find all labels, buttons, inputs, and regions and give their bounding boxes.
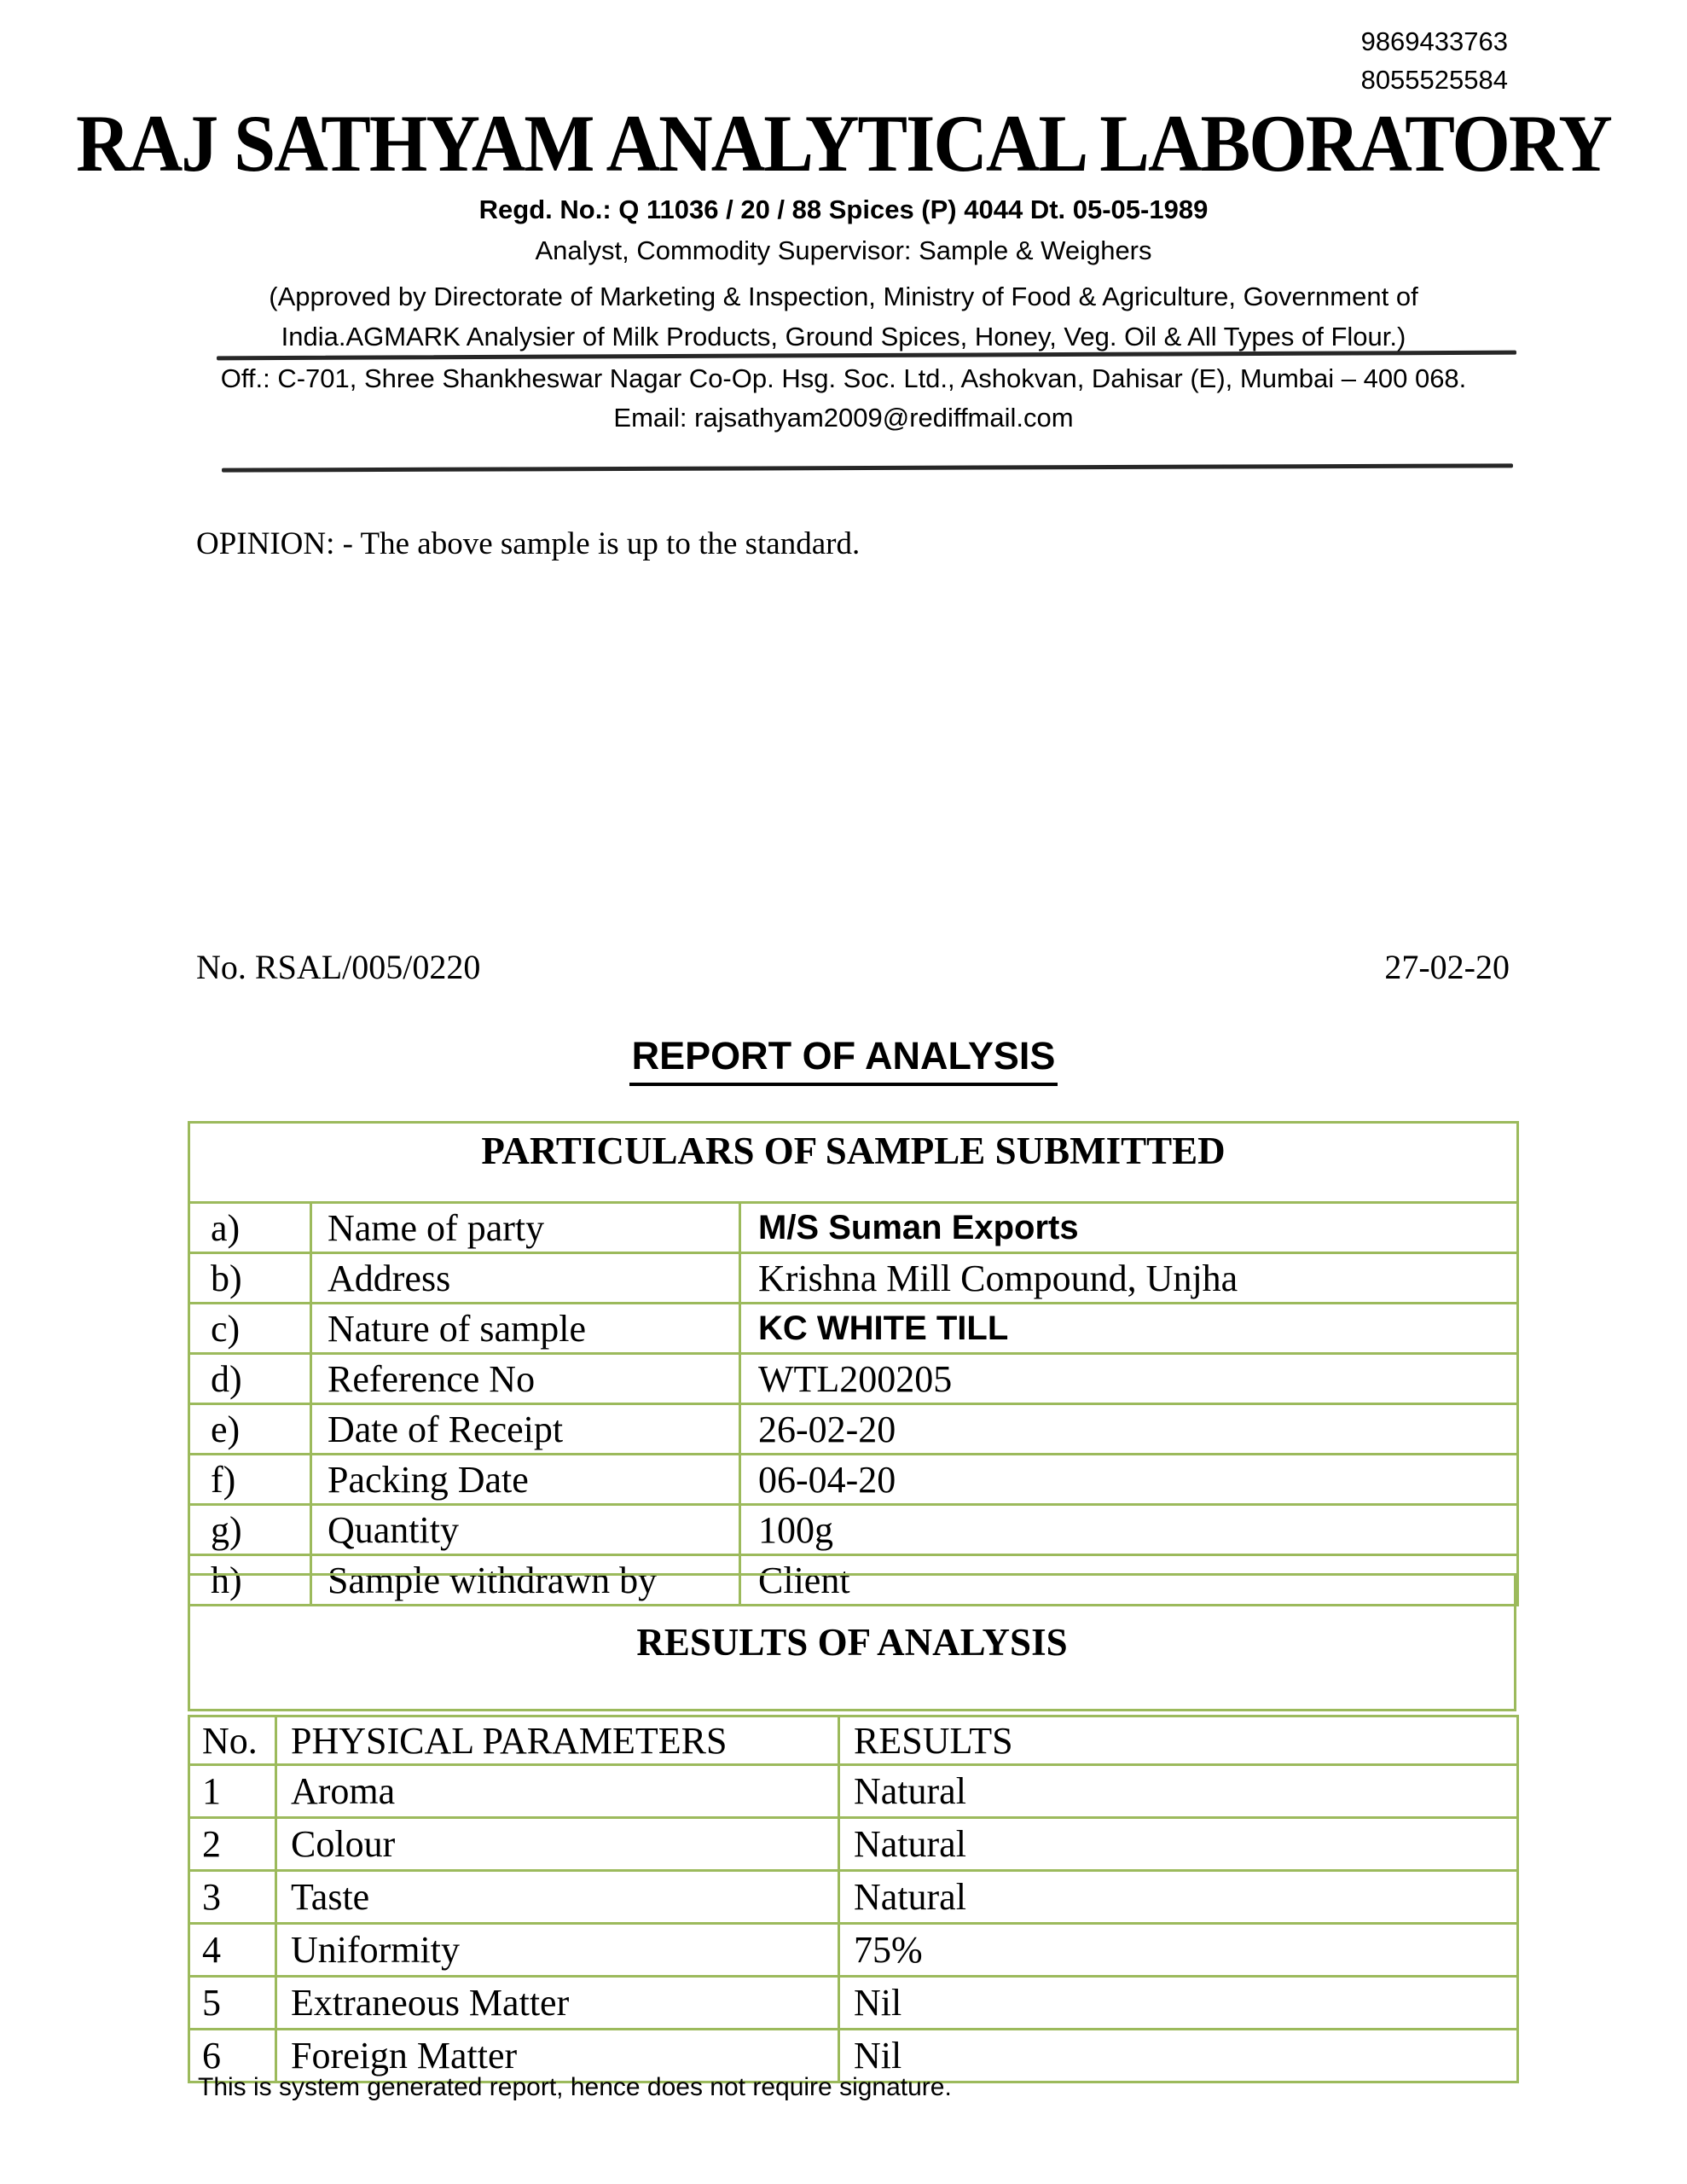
results-header-row: [189, 1716, 1518, 1765]
report-number: No. RSAL/005/0220: [196, 948, 481, 986]
approved-line-1: (Approved by Directorate of Marketing & Inspection, Ministry of Food & Agriculture, Government of: [269, 282, 1418, 311]
row-label: Packing Date: [311, 1455, 740, 1505]
row-value: Krishna Mill Compound, Unjha: [740, 1253, 1518, 1304]
opinion-line: OPINION: - The above sample is up to the standard.: [196, 526, 861, 561]
table-row: [189, 1354, 1518, 1404]
row-result: Nil: [839, 2030, 1518, 2082]
table-row: [189, 1505, 1518, 1555]
report-title: REPORT OF ANALYSIS: [629, 1034, 1058, 1086]
approved-line-2: India.AGMARK Analysier of Milk Products, Ground Spices, Honey, Veg. Oil & All Types of Flour.): [281, 322, 1406, 351]
phone-number-1: 9869433763: [1360, 26, 1508, 56]
row-letter: f): [189, 1455, 311, 1505]
row-parameter: Aroma: [276, 1765, 839, 1818]
table-row: [189, 1765, 1518, 1818]
row-letter: h): [189, 1555, 311, 1606]
row-letter: b): [189, 1253, 311, 1304]
row-parameter: Extraneous Matter: [276, 1977, 839, 2030]
table-row: [189, 1304, 1518, 1354]
office-address-line: Off.: C-701, Shree Shankheswar Nagar Co-Op. Hsg. Soc. Ltd., Ashokvan, Dahisar (E), Mumbai – 400 068.: [220, 363, 1467, 393]
approved-block: [0, 276, 1687, 357]
row-value: M/S Suman Exports: [740, 1203, 1518, 1253]
row-no: 4: [189, 1924, 276, 1977]
report-title-wrap: [0, 1034, 1687, 1086]
row-letter: c): [189, 1304, 311, 1354]
row-letter: g): [189, 1505, 311, 1555]
row-value: Client: [740, 1555, 1518, 1606]
row-no: 1: [189, 1765, 276, 1818]
row-parameter: Foreign Matter: [276, 2030, 839, 2082]
row-result: Natural: [839, 1765, 1518, 1818]
row-no: 5: [189, 1977, 276, 2030]
row-label: Address: [311, 1253, 740, 1304]
analyst-line: Analyst, Commodity Supervisor: Sample & Weighers: [535, 235, 1152, 265]
row-value: WTL200205: [740, 1354, 1518, 1404]
row-letter: d): [189, 1354, 311, 1404]
row-result: 75%: [839, 1924, 1518, 1977]
row-no: 6: [189, 2030, 276, 2082]
row-label: Name of party: [311, 1203, 740, 1253]
system-generated-note: This is system generated report, hence does not require signature.: [198, 2073, 952, 2101]
particulars-section-title: PARTICULARS OF SAMPLE SUBMITTED: [189, 1123, 1518, 1203]
row-value: 26-02-20: [740, 1404, 1518, 1455]
row-letter: a): [189, 1203, 311, 1253]
results-title-row: [189, 1575, 1516, 1711]
table-row: [189, 1977, 1518, 2030]
row-parameter: Uniformity: [276, 1924, 839, 1977]
column-header-result: RESULTS: [839, 1716, 1518, 1765]
results-section-title: RESULTS OF ANALYSIS: [189, 1575, 1516, 1711]
table-row: [189, 1203, 1518, 1253]
table-row: [189, 1404, 1518, 1455]
table-row: [189, 1924, 1518, 1977]
row-parameter: Taste: [276, 1871, 839, 1924]
letterhead-bottom-rule: [222, 463, 1513, 472]
row-label: Quantity: [311, 1505, 740, 1555]
report-date: 27-02-20: [1384, 948, 1510, 986]
row-label: Date of Receipt: [311, 1404, 740, 1455]
row-value: 06-04-20: [740, 1455, 1518, 1505]
table-row: [189, 1871, 1518, 1924]
table-row: [189, 1455, 1518, 1505]
column-header-parameter: PHYSICAL PARAMETERS: [276, 1716, 839, 1765]
row-parameter: Colour: [276, 1818, 839, 1871]
table-row: [189, 1818, 1518, 1871]
row-result: Natural: [839, 1818, 1518, 1871]
row-result: Nil: [839, 1977, 1518, 2030]
phone-number-2: 8055525584: [1360, 65, 1508, 95]
results-table: [188, 1715, 1519, 2083]
row-value: KC WHITE TILL: [740, 1304, 1518, 1354]
row-letter: e): [189, 1404, 311, 1455]
particulars-table: [188, 1121, 1519, 1606]
row-label: Reference No: [311, 1354, 740, 1404]
row-label: Sample withdrawn by: [311, 1555, 740, 1606]
row-label: Nature of sample: [311, 1304, 740, 1354]
email-line: Email: rajsathyam2009@rediffmail.com: [613, 403, 1074, 433]
particulars-header-row: [189, 1123, 1518, 1203]
row-no: 2: [189, 1818, 276, 1871]
column-header-no: No.: [189, 1716, 276, 1765]
row-value: 100g: [740, 1505, 1518, 1555]
table-row: [189, 1253, 1518, 1304]
letterhead-phones: [1361, 22, 1508, 99]
results-title-table: [188, 1573, 1516, 1711]
row-no: 3: [189, 1871, 276, 1924]
row-result: Natural: [839, 1871, 1518, 1924]
registration-line: Regd. No.: Q 11036 / 20 / 88 Spices (P) 4044 Dt. 05-05-1989: [478, 195, 1209, 224]
report-meta-line: [196, 947, 1510, 987]
lab-name: RAJ SATHYAM ANALYTICAL LABORATORY: [76, 99, 1611, 189]
